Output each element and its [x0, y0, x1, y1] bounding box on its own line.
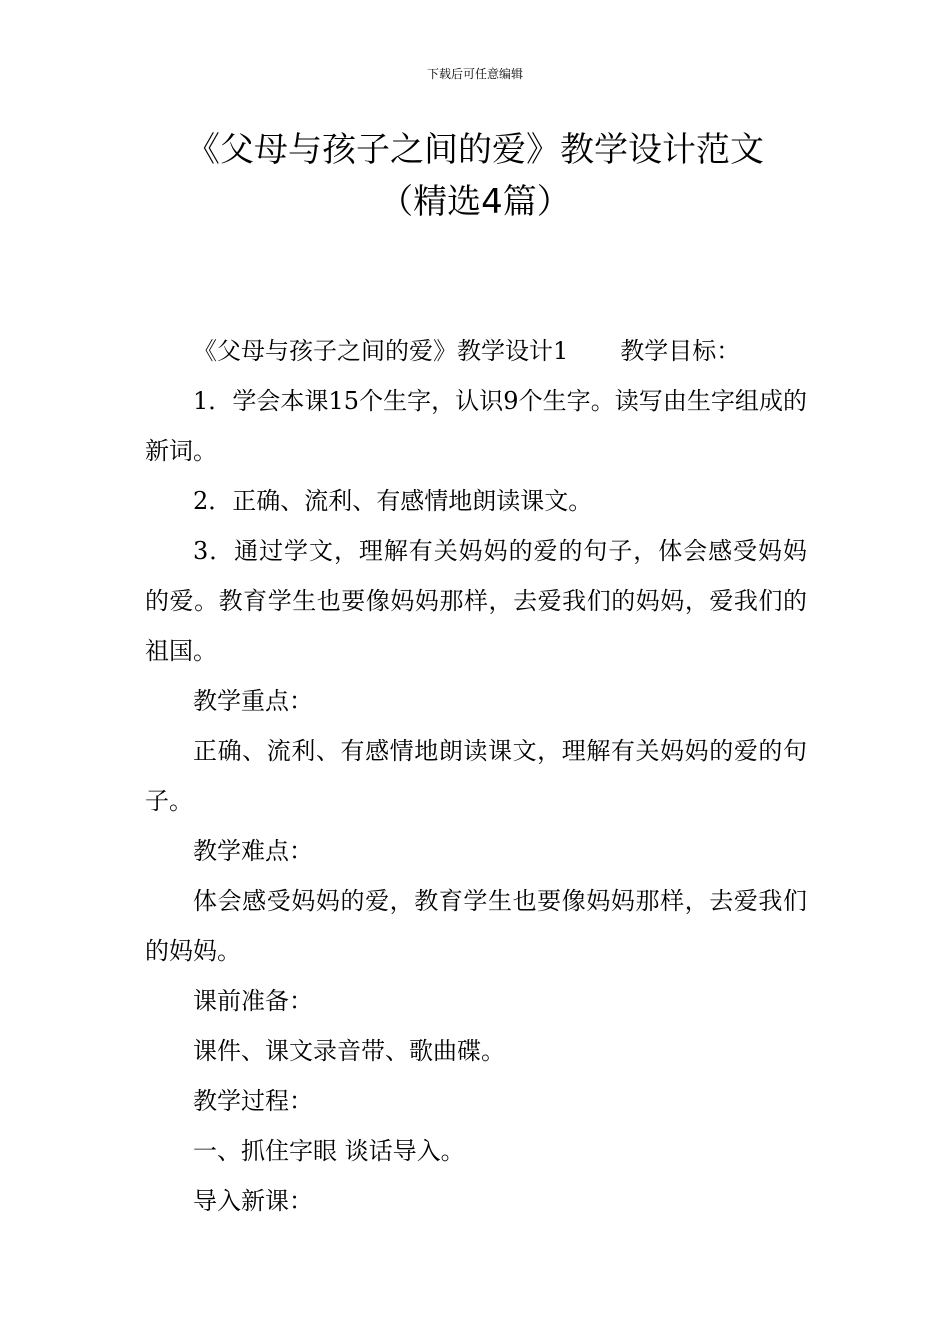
- process-label: 教学过程：: [193, 1087, 313, 1115]
- document-title: [0, 124, 950, 228]
- title-line-2: （精选4篇）: [379, 182, 571, 222]
- goal-2: 2．正确、流利、有感情地朗读课文。: [193, 487, 593, 515]
- preparation-label: 课前准备：: [193, 987, 313, 1015]
- intro-paragraph: [145, 326, 807, 376]
- intro-heading: 《父母与孩子之间的爱》教学设计1: [193, 337, 569, 365]
- key-point-text: 正确、流利、有感情地朗读课文，理解有关妈妈的爱的句子。: [145, 737, 807, 815]
- difficulty-label: 教学难点：: [193, 837, 313, 865]
- header-note: 下载后可任意编辑: [426, 67, 523, 81]
- key-point-label: 教学重点：: [193, 687, 313, 715]
- preparation-text: 课件、课文录音带、歌曲碟。: [193, 1037, 505, 1065]
- difficulty-text: 体会感受妈妈的爱，教育学生也要像妈妈那样，去爱我们的妈妈。: [145, 887, 807, 965]
- title-line-1: 《父母与孩子之间的爱》教学设计范文: [186, 130, 764, 170]
- step-1-sub: 导入新课：: [193, 1187, 313, 1215]
- intro-goal-label: 教学目标：: [620, 337, 741, 365]
- document-body: [145, 326, 807, 1226]
- goal-1: 1．学会本课15个生字，认识9个生字。读写由生字组成的新词。: [145, 387, 807, 465]
- step-1: 一、抓住字眼 谈话导入。: [193, 1137, 465, 1165]
- goal-3: 3．通过学文，理解有关妈妈的爱的句子，体会感受妈妈的爱。教育学生也要像妈妈那样，去爱我们的妈妈，爱我们的祖国。: [145, 537, 807, 665]
